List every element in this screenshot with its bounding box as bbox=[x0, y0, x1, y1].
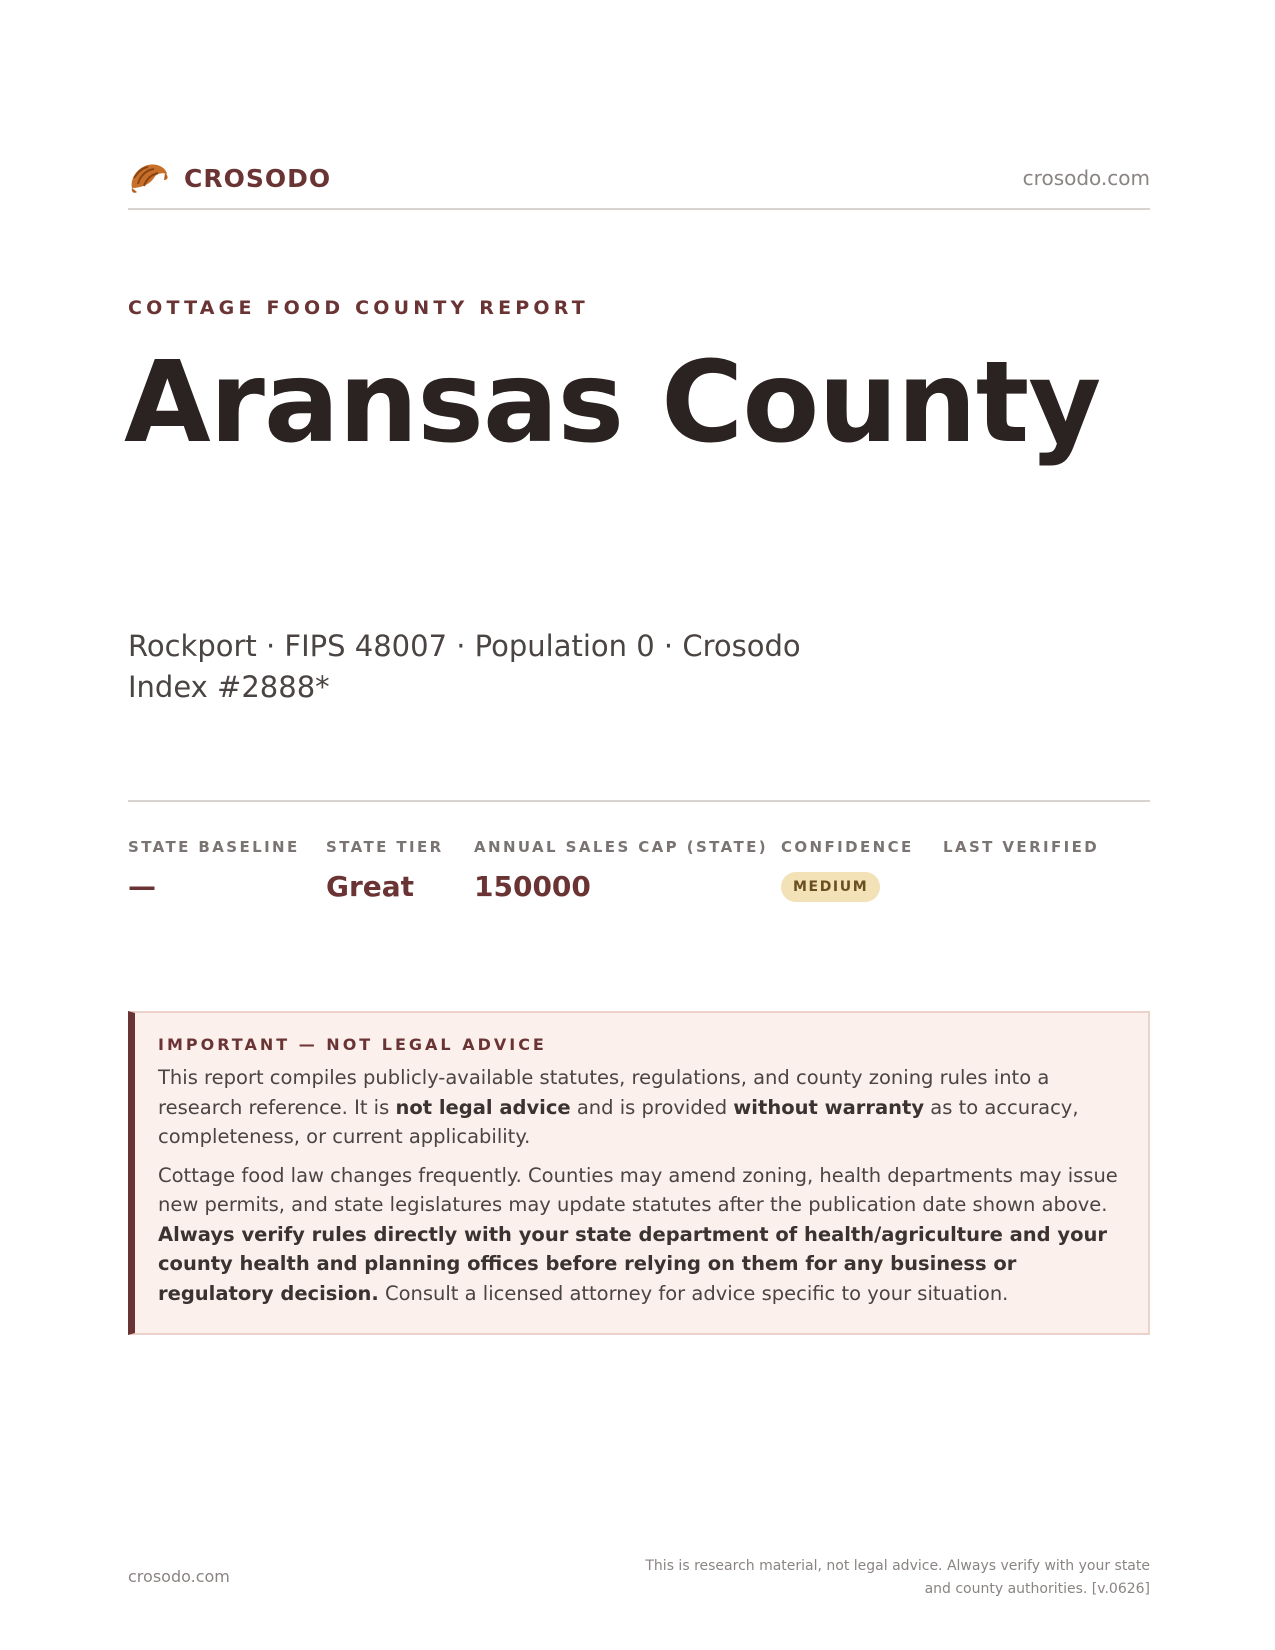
notice-title: IMPORTANT — NOT LEGAL ADVICE bbox=[158, 1035, 547, 1054]
stat-value: Great bbox=[326, 870, 415, 903]
croissant-icon bbox=[128, 158, 170, 198]
brand-name: CROSODO bbox=[184, 163, 332, 193]
stat-last-verified bbox=[943, 838, 1099, 870]
stat-state-baseline bbox=[128, 838, 300, 903]
stat-label: STATE TIER bbox=[326, 838, 444, 856]
footer-site-link[interactable]: crosodo.com bbox=[128, 1567, 230, 1586]
stats-row bbox=[128, 800, 1150, 930]
stat-confidence bbox=[781, 838, 914, 902]
report-eyebrow: COTTAGE FOOD COUNTY REPORT bbox=[128, 297, 589, 319]
footer-disclaimer: This is research material, not legal advice. Always verify with your state and county authorities. [v.0626] bbox=[645, 1558, 1150, 1597]
stat-value: 150000 bbox=[474, 870, 591, 903]
page-header bbox=[128, 158, 1150, 210]
stat-label: ANNUAL SALES CAP (STATE) bbox=[474, 838, 769, 856]
stat-annual-sales-cap bbox=[474, 838, 768, 903]
county-summary: Rockport · FIPS 48007 · Population 0 · Crosodo Index #2888* bbox=[128, 629, 801, 704]
page-title: Aransas County bbox=[124, 338, 1101, 468]
stat-value: — bbox=[128, 870, 156, 903]
header-site-link[interactable]: crosodo.com bbox=[1022, 166, 1150, 190]
notice-paragraph: This report compiles publicly-available statutes, regulations, and county zoning rules into a research reference. It is not legal advice and is provided without warranty as to accuracy, completeness, or current applicability. bbox=[158, 1066, 1079, 1148]
report-page bbox=[124, 0, 1150, 1650]
legal-notice bbox=[128, 1011, 1150, 1335]
stat-state-tier bbox=[326, 838, 444, 903]
brand[interactable] bbox=[128, 158, 331, 198]
stat-label: LAST VERIFIED bbox=[943, 838, 1100, 856]
notice-paragraph: Cottage food law changes frequently. Counties may amend zoning, health departments may issue new permits, and state legislatures may update statutes after the publication date shown above. Always verify rules directly with your state department of health/agriculture and your county health and planning offices before relying on them for any business or regulatory decision. Consult a licensed attorney for advice specific to your situation. bbox=[158, 1163, 1118, 1305]
stat-label: CONFIDENCE bbox=[781, 838, 914, 856]
confidence-badge: MEDIUM bbox=[781, 872, 880, 902]
stat-label: STATE BASELINE bbox=[128, 838, 300, 856]
